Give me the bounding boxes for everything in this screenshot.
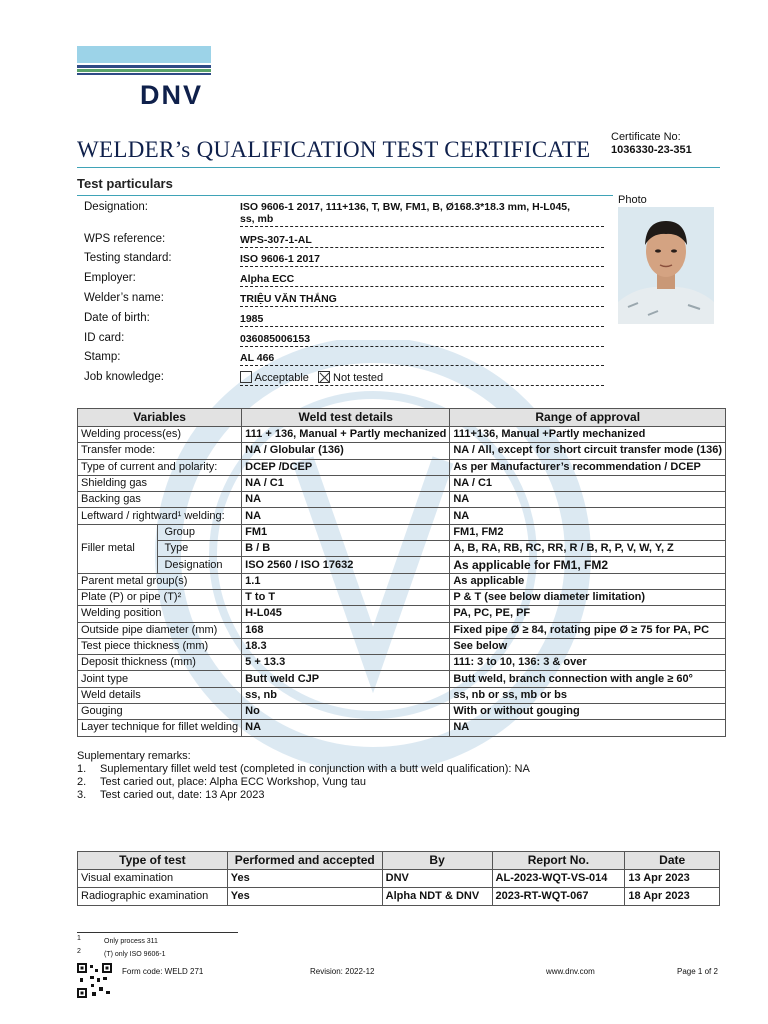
test-type: Visual examination (78, 870, 228, 888)
designation-label: Designation: (84, 201, 148, 213)
approval-value: FM1, FM2 (450, 524, 726, 540)
weld-test-value: 168 (242, 622, 450, 638)
approval-value: As applicable for FM1, FM2 (450, 557, 726, 573)
weld-test-value: 5 + 13.3 (242, 655, 450, 671)
approval-value: A, B, RA, RB, RC, RR, R / B, R, P, V, W, Y, Z (450, 541, 726, 557)
table-row (78, 475, 726, 491)
test-date: 18 Apr 2023 (625, 888, 720, 906)
test-type: Radiographic examination (78, 888, 228, 906)
table-row (78, 557, 726, 573)
job-knowledge-label: Job knowledge: (84, 371, 164, 383)
title-divider (77, 167, 720, 168)
approval-value: As applicable (450, 573, 726, 589)
wps-value: WPS-307-1-AL (240, 234, 604, 248)
table-row (78, 888, 720, 906)
designation-value-line1: ISO 9606-1 2017, 111+136, T, BW, FM1, B, Ø168.3*18.3 mm, H-L045, (240, 201, 571, 213)
variable-label: Layer technique for fillet welding (78, 720, 242, 736)
job-knowledge-value (240, 371, 604, 386)
variable-label: Shielding gas (78, 475, 242, 491)
certificate-title: WELDER’s QUALIFICATION TEST CERTIFICATE (77, 137, 591, 162)
designation-value-line2: ss, mb (240, 213, 604, 227)
table-row (78, 704, 726, 720)
type-of-test-header: Type of test (78, 852, 228, 870)
id-card-label: ID card: (84, 332, 125, 344)
footnote-divider (77, 932, 238, 933)
approval-value: With or without gouging (450, 704, 726, 720)
weld-test-value: ISO 2560 / ISO 17632 (242, 557, 450, 573)
certificate-number: 1036330-23-351 (611, 144, 692, 156)
remark-item: 1. Suplementary fillet weld test (completed in conjunction with a butt weld qualification): NA (77, 763, 530, 775)
filler-sub-label: Group (158, 524, 242, 540)
weld-test-value: NA (242, 508, 450, 524)
stamp-value: AL 466 (240, 352, 604, 366)
table-row (78, 443, 726, 459)
welder-name-value: TRIỆU VĂN THẮNG (240, 293, 604, 307)
employer-label: Employer: (84, 272, 136, 284)
table-row (78, 687, 726, 703)
not-tested-label: Not tested (333, 372, 384, 384)
form-code: Form code: WELD 271 (122, 967, 204, 976)
photo-label: Photo (618, 194, 647, 206)
test-performed: Yes (227, 888, 382, 906)
weld-test-value: 18.3 (242, 638, 450, 654)
approval-value: NA (450, 508, 726, 524)
by-header: By (382, 852, 492, 870)
filler-sub-label: Designation (158, 557, 242, 573)
test-by: DNV (382, 870, 492, 888)
tests-table (77, 851, 720, 906)
performed-header: Performed and accepted (227, 852, 382, 870)
approval-value: PA, PC, PE, PF (450, 606, 726, 622)
remarks-title: Suplementary remarks: (77, 750, 191, 762)
standard-value: ISO 9606-1 2017 (240, 253, 604, 267)
welder-photo (618, 207, 714, 324)
employer-value: Alpha ECC (240, 273, 604, 287)
table-row (78, 427, 726, 443)
range-of-approval-header: Range of approval (450, 409, 726, 427)
supplementary-remarks (77, 750, 530, 802)
wps-label: WPS reference: (84, 233, 166, 245)
weld-test-value: NA (242, 492, 450, 508)
variable-label: Outside pipe diameter (mm) (78, 622, 242, 638)
test-report-no: AL-2023-WQT-VS-014 (492, 870, 625, 888)
approval-value: NA (450, 492, 726, 508)
variable-label: Parent metal group(s) (78, 573, 242, 589)
weld-test-value: NA (242, 720, 450, 736)
not-tested-checkbox[interactable] (318, 371, 330, 383)
table-row (78, 508, 726, 524)
variable-label: Deposit thickness (mm) (78, 655, 242, 671)
approval-value: NA / C1 (450, 475, 726, 491)
weld-test-value: Butt weld CJP (242, 671, 450, 687)
weld-test-value: 111 + 136, Manual + Partly mechanized (242, 427, 450, 443)
qr-code (77, 963, 112, 998)
variable-label: Gouging (78, 704, 242, 720)
weld-test-value: B / B (242, 541, 450, 557)
weld-test-value: H-L045 (242, 606, 450, 622)
test-by: Alpha NDT & DNV (382, 888, 492, 906)
dnv-logo-bars (77, 46, 211, 75)
weld-test-value: NA / Globular (136) (242, 443, 450, 459)
remark-item: 3. Test caried out, date: 13 Apr 2023 (77, 789, 265, 801)
id-card-value: 036085006153 (240, 333, 604, 347)
table-row (78, 720, 726, 736)
approval-value: 111: 3 to 10, 136: 3 & over (450, 655, 726, 671)
approval-value: NA (450, 720, 726, 736)
table-row (78, 638, 726, 654)
dnv-logo-text: DNV (140, 80, 204, 110)
section-title: Test particulars (77, 176, 173, 191)
table-row (78, 492, 726, 508)
weld-test-value: NA / C1 (242, 475, 450, 491)
weld-test-value: ss, nb (242, 687, 450, 703)
acceptable-checkbox[interactable] (240, 371, 252, 383)
weld-test-value: No (242, 704, 450, 720)
variable-label: Welding process(es) (78, 427, 242, 443)
weld-test-value: T to T (242, 589, 450, 605)
approval-value: 111+136, Manual +Partly mechanized (450, 427, 726, 443)
weld-test-value: FM1 (242, 524, 450, 540)
weld-test-details-header: Weld test details (242, 409, 450, 427)
test-performed: Yes (227, 870, 382, 888)
approval-value: ss, nb or ss, mb or bs (450, 687, 726, 703)
filler-metal-label: Filler metal (78, 524, 158, 573)
website-link[interactable]: www.dnv.com (546, 967, 595, 976)
variable-label: Test piece thickness (mm) (78, 638, 242, 654)
approval-value: As per Manufacturer’s recommendation / DCEP (450, 459, 726, 475)
revision: Revision: 2022-12 (310, 967, 375, 976)
filler-sub-label: Type (158, 541, 242, 557)
approval-value: P & T (see below diameter limitation) (450, 589, 726, 605)
variable-label: Transfer mode: (78, 443, 242, 459)
variable-label: Type of current and polarity: (78, 459, 242, 475)
date-header: Date (625, 852, 720, 870)
table-row (78, 622, 726, 638)
table-row (78, 606, 726, 622)
variables-header: Variables (78, 409, 242, 427)
standard-label: Testing standard: (84, 252, 172, 264)
section-divider (77, 195, 613, 196)
report-no-header: Report No. (492, 852, 625, 870)
table-row (78, 459, 726, 475)
dob-value: 1985 (240, 313, 604, 327)
acceptable-label: Acceptable (254, 372, 309, 384)
variable-label: Welding position (78, 606, 242, 622)
table-row (78, 541, 726, 557)
table-row (78, 870, 720, 888)
table-row (78, 573, 726, 589)
stamp-label: Stamp: (84, 351, 121, 363)
weld-test-value: 1.1 (242, 573, 450, 589)
variable-label: Joint type (78, 671, 242, 687)
test-date: 13 Apr 2023 (625, 870, 720, 888)
approval-value: Butt weld, branch connection with angle ≥ 60° (450, 671, 726, 687)
variable-label: Plate (P) or pipe (T)² (78, 589, 242, 605)
table-row (78, 655, 726, 671)
variables-table (77, 408, 726, 737)
variable-label: Leftward / rightward¹ welding: (78, 508, 242, 524)
variable-label: Weld details (78, 687, 242, 703)
approval-value: See below (450, 638, 726, 654)
remark-item: 2. Test caried out, place: Alpha ECC Workshop, Vung tau (77, 776, 366, 788)
dob-label: Date of birth: (84, 312, 150, 324)
weld-test-value: DCEP /DCEP (242, 459, 450, 475)
page-number: Page 1 of 2 (677, 967, 718, 976)
table-row (78, 524, 726, 540)
table-row (78, 671, 726, 687)
variable-label: Backing gas (78, 492, 242, 508)
approval-value: NA / All, except for short circuit transfer mode (136) (450, 443, 726, 459)
test-report-no: 2023-RT-WQT-067 (492, 888, 625, 906)
approval-value: Fixed pipe Ø ≥ 84, rotating pipe Ø ≥ 75 for PA, PC (450, 622, 726, 638)
table-row (78, 589, 726, 605)
welder-name-label: Welder’s name: (84, 292, 164, 304)
certificate-number-label: Certificate No: (611, 131, 681, 143)
